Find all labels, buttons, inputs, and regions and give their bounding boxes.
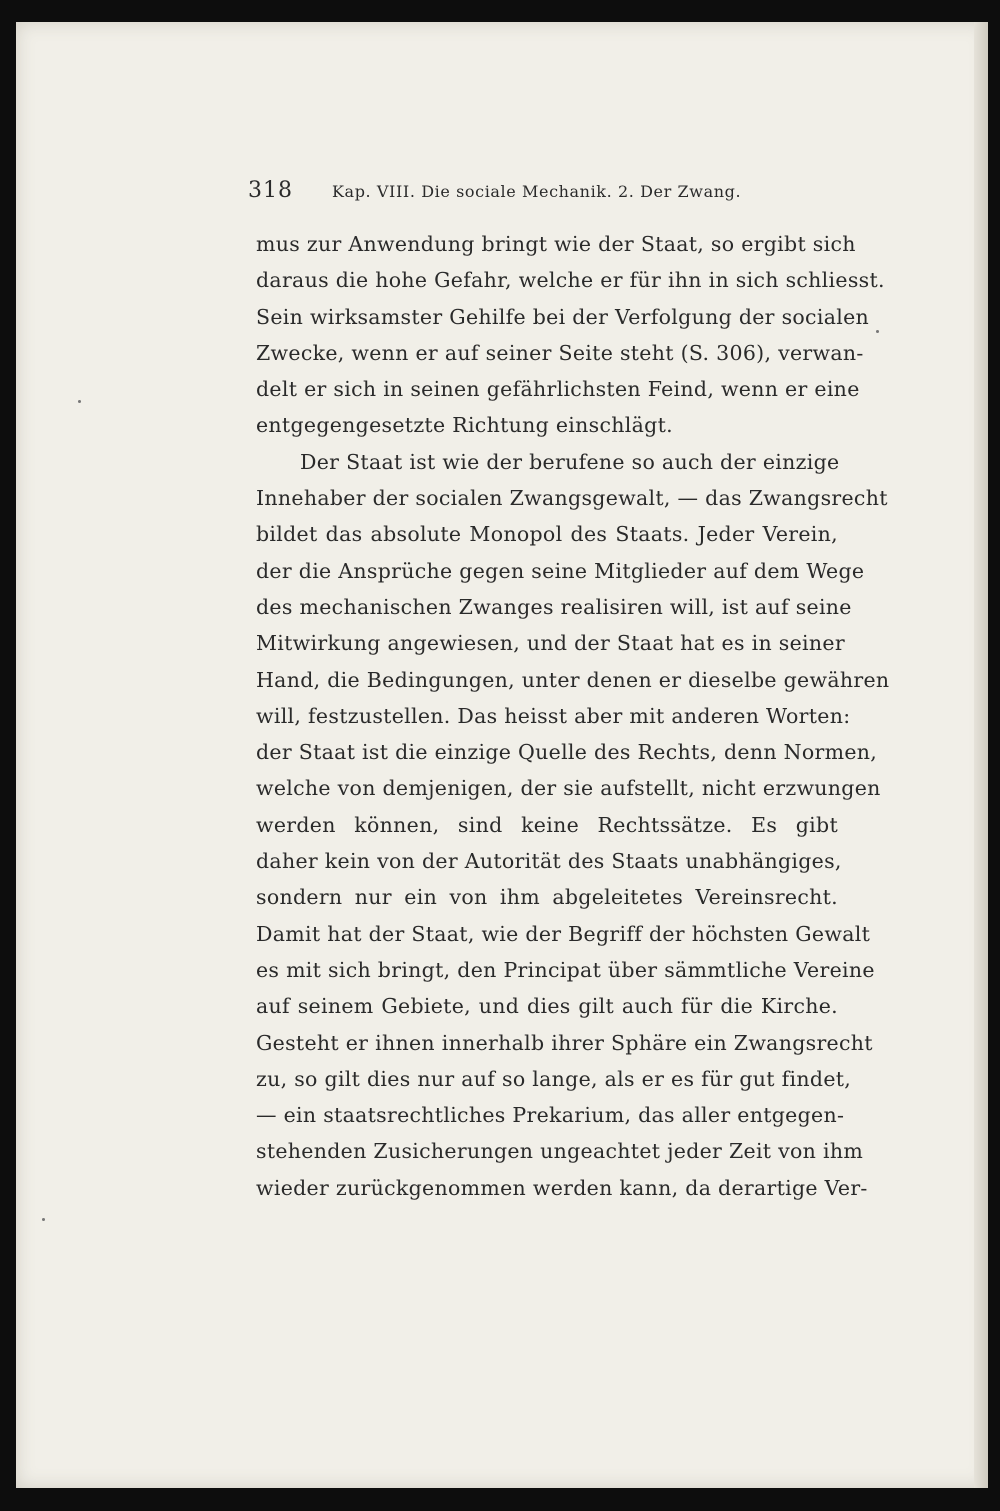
text-line: bildet das absolute Monopol des Staats. Jeder Verein, — [256, 522, 838, 547]
text-line: — ein staatsrechtliches Prekarium, das aller entgegen- — [256, 1103, 845, 1128]
page-edge — [974, 22, 988, 1488]
text-line: entgegengesetzte Richtung einschlägt. — [256, 413, 673, 438]
running-head: Kap. VIII. Die sociale Mechanik. 2. Der Zwang. — [332, 182, 742, 201]
text-line: daher kein von der Autorität des Staats unabhängiges, — [256, 849, 842, 874]
text-line: Mitwirkung angewiesen, und der Staat hat es in seiner — [256, 631, 845, 656]
text-line: werden können, sind keine Rechtssätze. Es gibt — [256, 812, 838, 837]
text-line: Zwecke, wenn er auf seiner Seite steht (S. 306), verwan- — [256, 340, 864, 365]
text-line: der die Ansprüche gegen seine Mitglieder auf dem Wege — [256, 558, 865, 583]
text-line: des mechanischen Zwanges realisiren will, ist auf seine — [256, 594, 852, 619]
text-line: sondern nur ein von ihm abgeleitetes Vereinsrecht. — [256, 885, 838, 910]
speck — [876, 330, 879, 333]
text-line: Damit hat der Staat, wie der Begriff der höchsten Gewalt — [256, 921, 871, 946]
text-line: stehenden Zusicherungen ungeachtet jeder Zeit von ihm — [256, 1139, 864, 1164]
page-number: 318 — [248, 178, 293, 203]
text-line: Gesteht er ihnen innerhalb ihrer Sphäre ein Zwangsrecht — [256, 1030, 873, 1055]
text-line: mus zur Anwendung bringt wie der Staat, so ergibt sich — [256, 232, 856, 256]
text-line: der Staat ist die einzige Quelle des Rechts, denn Normen, — [256, 740, 878, 765]
text-line: welche von demjenigen, der sie aufstellt, nicht erzwungen — [256, 776, 881, 801]
text-line: Innehaber der socialen Zwangsgewalt, — das Zwangsrecht — [256, 486, 888, 511]
text-line: Der Staat ist wie der berufene so auch der einzige — [300, 449, 840, 474]
text-line: Sein wirksamster Gehilfe bei der Verfolgung der socialen — [256, 304, 870, 329]
text-line: delt er sich in seinen gefährlichsten Feind, wenn er eine — [256, 377, 860, 402]
text-line: Hand, die Bedingungen, unter denen er dieselbe gewähren — [256, 667, 890, 692]
text-line: zu, so gilt dies nur auf so lange, als er es für gut findet, — [256, 1066, 852, 1091]
text-line: daraus die hohe Gefahr, welche er für ihn in sich schliesst. — [256, 268, 885, 293]
page-header — [248, 178, 848, 214]
text-line: will, festzustellen. Das heisst aber mit anderen Worten: — [256, 703, 851, 728]
text-line: wieder zurückgenommen werden kann, da derartige Ver- — [256, 1175, 868, 1200]
text-line: auf seinem Gebiete, und dies gilt auch für die Kirche. — [256, 994, 838, 1019]
speck — [78, 400, 81, 403]
text-line: es mit sich bringt, den Principat über sämmtliche Vereine — [256, 957, 875, 982]
speck — [42, 1218, 45, 1221]
body-text — [256, 226, 890, 1206]
